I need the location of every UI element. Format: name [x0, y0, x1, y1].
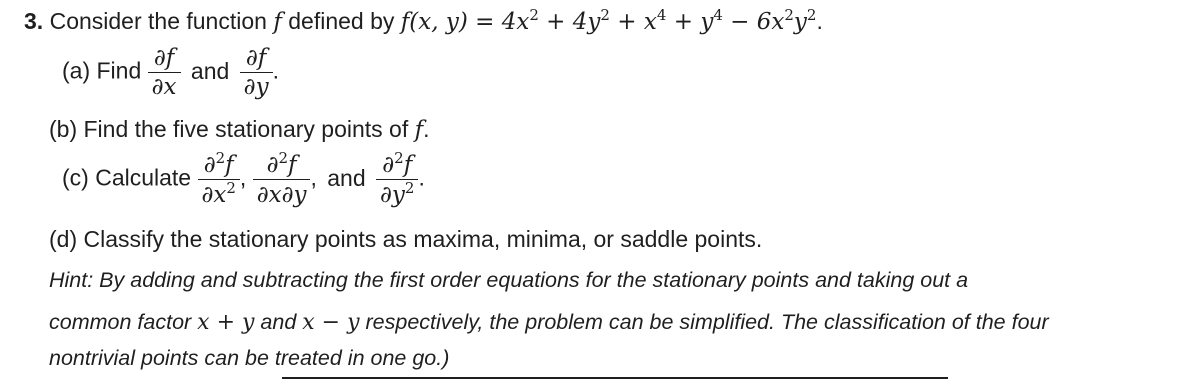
function-definition: f(x, $y) = 4x^2 + 4y^2 + x^4 + y^4 - 6x^2y^2$. — [400, 6, 823, 35]
and-text: and — [327, 164, 366, 191]
hint-line-2: common factor x + y and x − y respectively, the problem can be simplified. The classification of the four — [49, 310, 1049, 335]
divider-rule — [282, 377, 948, 379]
part-b: (b) Find the five stationary points of f. — [49, 116, 430, 143]
hint-line-3: nontrivial points can be treated in one go.) — [49, 346, 450, 370]
defined-by-text: defined by — [288, 8, 395, 34]
part-d-text: (d) Classify the stationary points as maxima, minima, or saddle points. — [49, 226, 763, 252]
function-symbol: f — [414, 117, 424, 143]
problem-statement — [24, 8, 823, 35]
part-a-label: (a) Find — [62, 57, 142, 84]
part-c: (c) Calculate $\frac{\partial^2f}{\partial x^2}$ , $\frac{\partial^2f}{\partial x\partial y}$ , and $\frac{\partial^2f}{\partial y^2}$ . — [62, 149, 425, 208]
problem-intro: Consider the function — [49, 8, 267, 34]
part-c-label: (c) Calculate — [62, 164, 192, 191]
second-partial-yy-fraction: $\frac{\partial^2f}{\partial y^2}$ — [376, 150, 418, 209]
second-partial-xy-fraction: $\frac{\partial^2f}{\partial x\partial y}$ — [253, 150, 311, 209]
difference-expression: x − y — [302, 310, 360, 335]
partial-f-y-fraction: $\frac{\partial f}{\partial y}$ — [240, 44, 273, 101]
problem-number: 3. — [24, 8, 44, 34]
partial-f-x-fraction: $\frac{\partial f}{\partial x}$ — [148, 44, 181, 101]
sum-expression: x + y — [197, 310, 255, 335]
function-symbol: f — [273, 9, 282, 35]
part-d — [49, 226, 762, 253]
part-b-text: (b) Find the five stationary points of — [49, 116, 409, 142]
and-text: and — [190, 57, 230, 84]
part-a: (a) Find $\frac{\partial f}{\partial x}$ and $\frac{\partial f}{\partial y}$ . — [62, 45, 279, 100]
hint-line-1: Hint: By adding and subtracting the first order equations for the stationary points and taking out a — [49, 268, 969, 292]
second-partial-xx-fraction: $\frac{\partial^2f}{\partial x^2}$ — [198, 150, 240, 209]
